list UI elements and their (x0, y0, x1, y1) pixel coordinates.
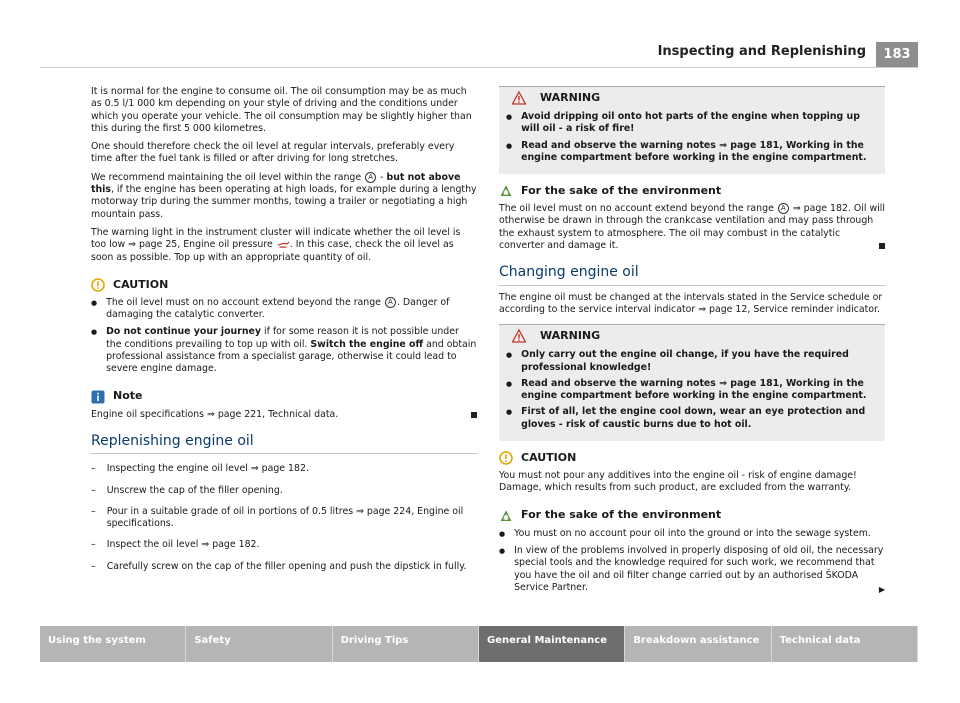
recycle-icon (499, 509, 513, 523)
tab-general-maintenance[interactable]: General Maintenance (479, 626, 625, 662)
end-marker-icon (471, 412, 477, 418)
paragraph-oil-range: We recommend maintaining the oil level within the range A - but not above this, if the engine has been operating at high loads, for example during a lengthy motorway trip during the summer months, towing a trailer or negotiating a high mountain pass. (91, 171, 477, 220)
tab-technical-data[interactable]: Technical data (772, 626, 918, 662)
caution-bullet: ● Do not continue your journey if for some reason it is not possible under the conditions prevailing to top up with oil. Switch the engine off and obtain professional assistance from a specialist garage, otherwise it could lead to severe engine damage. (91, 326, 477, 375)
page-number: 183 (876, 42, 918, 68)
tab-safety[interactable]: Safety (186, 626, 332, 662)
environment-bullet: ● In view of the problems involved in properly disposing of old oil, the necessary special tools and the knowledge required for such work, we recommend that you have the oil and oil filter change carried out by an authorised ŠKODA Service Partner. ▶ (499, 545, 885, 596)
paragraph: One should therefore check the oil level at regular intervals, preferably every time after the fuel tank is filled or after driving for long stretches. (91, 141, 455, 165)
environment-bullet: ● You must on no account pour oil into the ground or into the sewage system. (499, 527, 871, 539)
paragraph: It is normal for the engine to consume oil. The oil consumption may be as much as 0.5 l/1 000 km depending on your style of driving and the conditions under which you operate your vehicle. The oil consumption may be slightly higher than this during the first 5 000 kilometres. (91, 86, 472, 134)
warning-heading: WARNING (506, 329, 878, 343)
warning-box (499, 86, 885, 174)
caution-bullet: ● The oil level must on no account extend beyond the range A . Danger of damaging the catalytic converter. (91, 296, 450, 321)
tab-using-the-system[interactable]: Using the system (40, 626, 186, 662)
environment-heading: For the sake of the environment (499, 509, 885, 523)
environment-text: The oil level must on no account extend beyond the range A ⇒ page 182. Oil will otherwise be drawn in through the crankcase ventilation and may pass through the exhaust system to atmosphere. The oil may combust in the catalytic converter and damage it. (499, 203, 885, 252)
caution-icon (91, 278, 105, 292)
caution-heading: CAUTION (91, 278, 477, 292)
step-item: – Carefully screw on the cap of the filler opening and push the dipstick in fully. (91, 560, 467, 572)
tab-driving-tips[interactable]: Driving Tips (333, 626, 479, 662)
tab-breakdown-assistance[interactable]: Breakdown assistance (625, 626, 771, 662)
warning-triangle-icon (512, 329, 526, 343)
warning-bullet: ● Read and observe the warning notes ⇒ page 181, Working in the engine compartment before working in the engine compartment. (506, 377, 867, 402)
paragraph-warning-light: The warning light in the instrument cluster will indicate whether the oil level is too low ⇒ page 25, Engine oil pressure . In this case, check the oil level as soon as possible. Top up with an appropriate quantity of oil. (91, 226, 461, 263)
caution-icon (499, 451, 513, 465)
step-item: – Inspecting the engine oil level ⇒ page 182. (91, 463, 309, 475)
section-title-changing: Changing engine oil (499, 266, 885, 285)
left-column (91, 86, 477, 582)
warning-bullet: ● Avoid dripping oil onto hot parts of the engine when topping up will oil - a risk of fire! (506, 111, 860, 135)
continue-arrow-icon: ▶ (878, 584, 885, 594)
paragraph: The engine oil must be changed at the intervals stated in the Service schedule or according to the service interval indicator ⇒ page 12, Service reminder indicator. (499, 291, 883, 315)
warning-heading: WARNING (506, 91, 878, 105)
recycle-icon (499, 184, 513, 198)
end-marker-icon (879, 243, 885, 249)
chapter-tabs (40, 626, 918, 662)
page-header-title: Inspecting and Replenishing (657, 44, 866, 59)
info-icon (91, 390, 105, 404)
oil-can-icon (276, 240, 290, 249)
note-heading: Note (91, 390, 477, 404)
range-a-marker: A (365, 172, 376, 183)
step-item: – Pour in a suitable grade of oil in portions of 0.5 litres ⇒ page 224, Engine oil specifications. (91, 505, 464, 530)
environment-heading: For the sake of the environment (499, 184, 885, 198)
warning-bullet: ● Only carry out the engine oil change, if you have the required professional knowledge! (506, 349, 849, 373)
caution-heading: CAUTION (499, 451, 885, 465)
warning-bullet: ● First of all, let the engine cool down, wear an eye protection and gloves - risk of caustic burns due to hot oil. (506, 406, 866, 430)
range-a-marker: A (778, 203, 789, 214)
section-title-replenishing: Replenishing engine oil (91, 435, 477, 454)
range-a-marker: A (385, 297, 396, 308)
step-item: – Inspect the oil level ⇒ page 182. (91, 539, 260, 551)
caution-text: You must not pour any additives into the engine oil - risk of engine damage! Damage, which results from such product, are excluded from the warranty. (499, 470, 857, 494)
warning-box (499, 324, 885, 441)
warning-triangle-icon (512, 91, 526, 105)
header-rule (40, 67, 918, 68)
step-item: – Unscrew the cap of the filler opening. (91, 484, 283, 496)
note-text: Engine oil specifications ⇒ page 221, Technical data. (91, 409, 477, 421)
right-column (499, 86, 885, 601)
warning-bullet: ● Read and observe the warning notes ⇒ page 181, Working in the engine compartment before working in the engine compartment. (506, 139, 867, 163)
